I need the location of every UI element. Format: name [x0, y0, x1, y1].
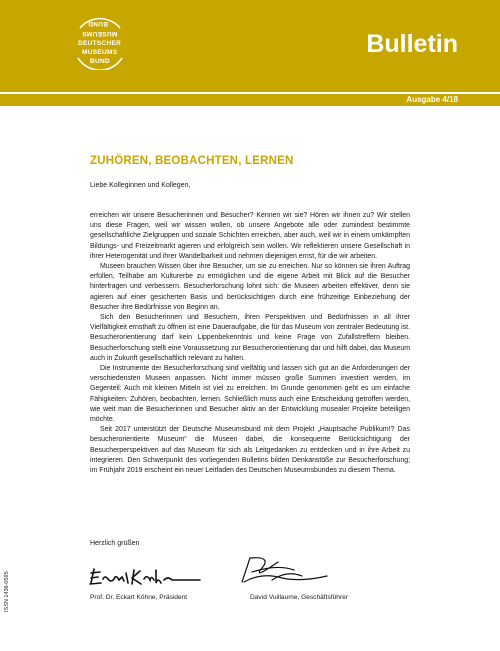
issn-number: ISSN 1438-0595: [4, 571, 10, 612]
issue-label: Ausgabe 4/18: [406, 95, 458, 104]
logo-text-line-2: DEUTSCHER: [78, 40, 122, 47]
header-band: [0, 0, 500, 92]
signatory-name-1: Prof. Dr. Eckart Köhne, Präsident: [90, 594, 188, 601]
salutation: Liebe Kolleginnen und Kollegen,: [90, 182, 191, 189]
paragraph-1: erreichen wir unsere Besucherinnen und Besucher? Kennen wir sie? Hören wir ihnen zu? Wir stellen uns diese Fragen, weil wir wissen wollen, ob unsere Angebote alle oder zumindest bestimmte gesellschaftliche Zielgruppen und soziale Schichten erreichen, aber auch, weil wir in einem umkämpften Bildungs- und Freizeitmarkt agieren und erfolgreich sein wollen. Wir reflektieren unsere Gesellschaft in ihrer Heterogenität und ihrer Wandelbarkeit und nehmen diejenigen ernst, für die wir arbeiten.: [90, 212, 410, 260]
museumsbund-logo: [60, 14, 140, 84]
paragraph-4: Die Instrumente der Besucherforschung sind vielfältig und lassen sich gut an die Anforderungen der verschiedensten Museen anpassen. Nicht immer müssen große Summen investiert werden, im Gegenteil: Auch mit kleinen Mitteln ist viel zu erreichen. Im Grunde genommen geht es um einfache Fähigkeiten: Zuhören, beobachten, lernen. Schließlich muss auch eine Entscheidung getroffen werden, wie weit man die Besucherinnen und Besucher aktiv an der Entwicklung musealer Projekte beteiligen möchte.: [90, 365, 410, 424]
signatory-name-2: David Vuillaume, Geschäftsführer: [250, 594, 348, 601]
paragraph-2: Museen brauchen Wissen über ihre Besucher, um sie zu erreichen. Nur so können sie ihren Auftrag erfüllen, Teilhabe am Kulturerbe zu ermöglichen und die eigene Arbeit mit Blick auf die Besucher hinterfragen und verbessern. Besucherforschung lohnt sich: die Museen arbeiten effektiver, denn sie agieren auf einer gesicherten Basis und berücksichtigen durch eine frühzeitige Einbeziehung der Besucher ihre Bedürfnisse von Beginn an.: [90, 263, 410, 311]
paragraph-5: Seit 2017 unterstützt der Deutsche Museumsbund mit dem Projekt „Hauptsache Publikum!? Das besucherorientierte Museum“ die Museen dabei, die konsequente Berücksichtigung der Besucherperspektiven auf das Museum für sich als Leitgedanken zu entdecken und in ihre Arbeit zu integrieren. Den Schwerpunkt des vorliegenden Bulletins bilden Denkanstöße zur Besucherforschung; im Frühjahr 2019 erscheint ein neuer Leitfaden des Deutschen Museumsbundes zu diesem Thema.: [90, 426, 410, 475]
article-body: [90, 211, 410, 476]
signature-koehne: [88, 565, 203, 590]
paragraph-3: Sich den Besucherinnen und Besuchern, ihren Perspektiven und Bedürfnissen in all ihrer Vielfältigkeit ernsthaft zu öffnen ist eine Daueraufgabe, die für das Museum von zentraler Bedeutung ist. Besucherorientierung darf kein Lippenbekenntnis und keine Frage von Zufallstreffern bleiben. Besucherforschung stellt eine Voraussetzung zur Besucherorientierung dar und hilft dabei, das Museum auch in Zukunft gesellschaftlich relevant zu halten.: [90, 314, 410, 362]
article-heading: ZUHÖREN, BEOBACHTEN, LERNEN: [90, 155, 294, 167]
closing: Herzlich grüßen: [90, 540, 140, 547]
logo-text-line-3: MUSEUMS: [82, 49, 118, 56]
publication-title: Bulletin: [366, 30, 458, 58]
logo-text-line-4: BUND: [90, 58, 110, 65]
logo-text-line-1: MUSEUMS: [82, 30, 118, 37]
signature-vuillaume: [232, 552, 332, 590]
logo-text-mirror: BUND: [88, 20, 108, 27]
